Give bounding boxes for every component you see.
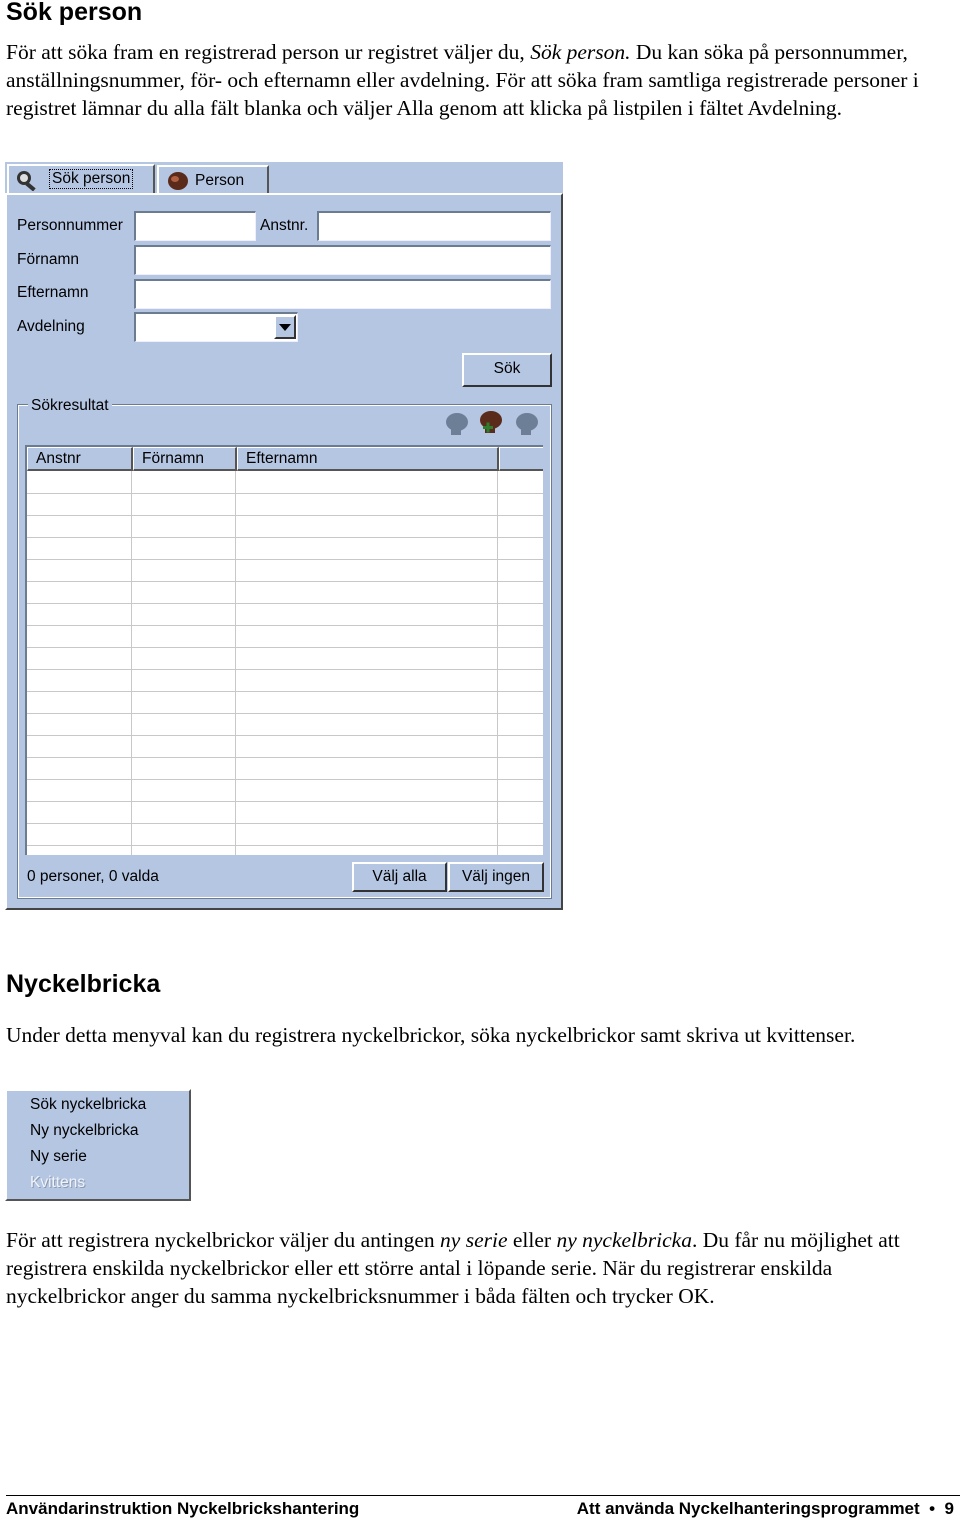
tab-label: Sök person [49, 169, 133, 189]
selection-status: 0 personer, 0 valda [27, 868, 159, 885]
page-number: 9 [944, 1499, 954, 1518]
table-row-line [27, 669, 543, 670]
column-header-anstnr[interactable]: Anstnr [27, 447, 133, 471]
efternamn-field[interactable] [134, 279, 551, 309]
table-row-line [27, 603, 543, 604]
label-anstnr: Anstnr. [260, 217, 309, 234]
column-header-fornamn[interactable]: Förnamn [133, 447, 237, 471]
column-header-efternamn[interactable]: Efternamn [237, 447, 499, 471]
search-person-dialog [5, 162, 563, 910]
footer-rule [6, 1495, 960, 1496]
table-row-line [27, 515, 543, 516]
footer-left: Användarinstruktion Nyckelbrickshantering [6, 1499, 360, 1518]
results-group-label: Sökresultat [28, 397, 112, 415]
registrera-paragraph: För att registrera nyckelbrickor väljer du antingen ny serie eller ny nyckelbricka. Du får nu möjlighet att registrera enskilda nyckelbrickor eller ett större antal i löpande serie. När du registrerar enskilda nyckelbrickor anger du samma nyckelbricksnummer i båda fälten och trycker OK. [6, 1228, 900, 1308]
fornamn-field[interactable] [134, 245, 551, 275]
section-heading-sok-person: Sök person [6, 0, 143, 26]
tab-sok-person[interactable] [7, 164, 155, 195]
table-row-line [27, 713, 543, 714]
menu-item-ny-nyckelbricka[interactable]: Ny nyckelbricka [30, 1122, 139, 1139]
table-row-line [27, 559, 543, 560]
table-row-line [27, 801, 543, 802]
label-personnummer: Personnummer [17, 217, 123, 234]
table-row-line [27, 757, 543, 758]
tab-label: Person [195, 172, 245, 189]
tab-bar [5, 162, 563, 194]
intro-paragraph: För att söka fram en registrerad person ur registret väljer du, Sök person. Du kan söka på personnummer, anställningsnummer, för- och efternamn eller avdelning. För att söka fram samtliga registrerade personer i registret lämnar du alla fält blanka och väljer Alla genom att klicka på listpilen i fältet Avdelning. [6, 40, 919, 120]
table-row-line [27, 735, 543, 736]
person-icon[interactable] [443, 411, 471, 437]
anstnr-field[interactable] [317, 211, 551, 241]
footer-right [577, 1499, 954, 1519]
avdelning-dropdown[interactable] [134, 312, 298, 342]
dropdown-arrow-button[interactable] [274, 315, 296, 339]
label-fornamn: Förnamn [17, 251, 80, 268]
label-efternamn: Efternamn [17, 284, 89, 301]
nyckelbricka-paragraph: Under detta menyval kan du registrera nyckelbrickor, söka nyckelbrickor samt skriva ut kvittenser. [6, 1023, 856, 1047]
person-head-icon [165, 170, 191, 192]
add-person-icon[interactable] [477, 409, 505, 437]
tab-person[interactable] [157, 165, 269, 193]
table-row-line [27, 647, 543, 648]
search-person-icon [15, 169, 41, 191]
column-header-empty [499, 447, 543, 471]
footer-title: Att använda Nyckelhanteringsprogrammet [576, 1499, 920, 1518]
table-row-line [27, 691, 543, 692]
menu-item-ny-serie[interactable]: Ny serie [30, 1148, 87, 1165]
table-row-line [27, 779, 543, 780]
footer-bullet: • [929, 1499, 936, 1518]
label-avdelning: Avdelning [17, 318, 85, 335]
table-row-line [27, 537, 543, 538]
search-button[interactable]: Sök [462, 353, 552, 387]
search-panel [5, 193, 563, 910]
table-row-line [27, 581, 543, 582]
chevron-down-icon [279, 324, 291, 332]
table-row-line [27, 823, 543, 824]
select-none-button[interactable]: Välj ingen [448, 862, 544, 892]
table-row-line [27, 625, 543, 626]
table-row-line [27, 845, 543, 846]
menu-item-sok-nyckelbricka[interactable]: Sök nyckelbricka [30, 1096, 147, 1113]
nyckelbricka-menu [5, 1089, 191, 1201]
table-row-line [27, 493, 543, 494]
personnummer-field[interactable] [134, 211, 256, 241]
person-icon[interactable] [513, 411, 541, 437]
section-heading-nyckelbricka: Nyckelbricka [6, 970, 161, 998]
menu-item-kvittens: Kvittens [30, 1174, 86, 1191]
results-table[interactable] [25, 445, 543, 855]
select-all-button[interactable]: Välj alla [352, 862, 447, 892]
